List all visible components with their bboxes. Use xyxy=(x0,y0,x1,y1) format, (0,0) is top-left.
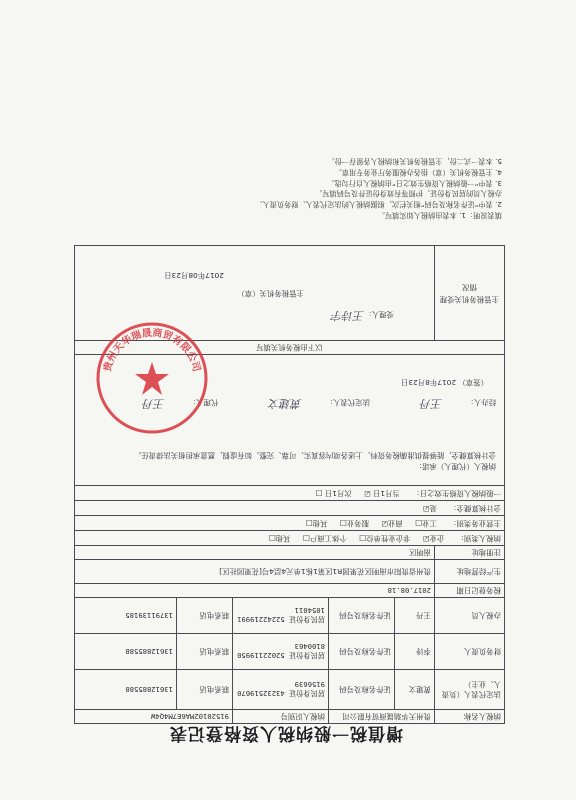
tax-section-header: 以下由税务机关填写 xyxy=(74,341,504,355)
tax-agent-phone-label: 联系电话 xyxy=(176,598,232,634)
business-type-option: 服务业□ xyxy=(339,518,369,528)
note-line: 5. 本表一式二份，主管税务机关和纳税人各留存一份。 xyxy=(327,157,502,167)
effective-date-cell xyxy=(74,486,504,501)
business-type-option: 其他□ xyxy=(305,518,328,528)
proxy-label: 代理人： xyxy=(188,398,219,408)
taxpayer-type-option: 其他□ xyxy=(268,533,291,543)
business-type-option: 商业☑ xyxy=(381,518,403,528)
agent-signature: 王丹 xyxy=(420,397,443,411)
stamp-label: （签章） xyxy=(458,377,488,387)
business-type-label: 主营业务类别： xyxy=(449,518,501,528)
filling-notes xyxy=(72,155,502,220)
proxy-signature: 王丹 xyxy=(142,397,165,411)
registration-table xyxy=(74,245,505,724)
form-title: 增值税一般纳税人资格登记表 xyxy=(169,723,403,743)
tax-agent-id-type-label: 证件名称及号码 xyxy=(328,598,394,634)
taxpayer-type-option: 个体工商户□ xyxy=(302,533,347,543)
row-taxpayer-name xyxy=(74,710,504,724)
legal-sign-label: 法定代表人： xyxy=(325,398,371,408)
legal-rep-phone-label: 联系电话 xyxy=(176,670,232,710)
business-address-label: 生产经营地址 xyxy=(435,560,505,584)
legal-rep-label: 法定代表人（负责人、业主） xyxy=(435,670,505,710)
receiver-signature: 王诗宇 xyxy=(331,309,365,322)
tax-office-date: 2017年08月23日 xyxy=(164,271,224,280)
accounting-value: 是☑ xyxy=(422,503,437,513)
note-line: 4. 主管税务机关（章）指各办税服务厅业务专用章。 xyxy=(334,167,502,177)
finance-head-name: 李诗 xyxy=(395,634,435,670)
row-business-type xyxy=(74,516,504,531)
taxpayer-type-label: 纳税人类别： xyxy=(456,533,501,543)
declaration-text: 会计核算健全，能够提供准确税务资料，上述各项内容真实、可靠、完整。如有虚假，愿意承担相关法律责任。 xyxy=(133,450,496,460)
tax-id-label: 纳税人识别号 xyxy=(232,710,328,724)
agent-sign xyxy=(396,397,496,411)
row-finance-head xyxy=(74,634,504,670)
registered-address-value: 南明区 xyxy=(74,546,434,560)
receiver-label: 受理人： xyxy=(364,310,394,319)
registration-date-value: 2017.08.18 xyxy=(74,584,434,598)
accounting-cell xyxy=(74,501,504,516)
legal-rep-id-value: 居民身份证 432325196709156639 xyxy=(232,670,328,710)
tax-agent-phone: 13791139185 xyxy=(74,598,176,634)
seal-star-icon xyxy=(135,362,169,395)
row-taxpayer-type xyxy=(74,531,504,546)
company-seal xyxy=(92,318,212,438)
accounting-label: 会计核算健全： xyxy=(449,503,501,513)
effective-date-option: 当月1日 ☑ xyxy=(364,488,400,498)
legal-signature: 黄建文 xyxy=(268,397,302,411)
legal-sign xyxy=(245,397,371,411)
effective-date-label: 一般纳税人资格生效之日： xyxy=(412,488,501,498)
finance-id-type-label: 证件名称及号码 xyxy=(328,634,394,670)
taxpayer-type-option: 非企业性单位□ xyxy=(359,533,411,543)
note-line: 办税人员的居民身份证、护照等有效身份证件及号码填写。 xyxy=(315,189,502,199)
taxpayer-name-value: 贵州天华瑞晟商贸有限公司 xyxy=(328,710,434,724)
seal-text: 贵州天华瑞晟商贸有限公司 xyxy=(102,327,202,373)
legal-rep-id-type-label: 证件名称及号码 xyxy=(328,670,394,710)
finance-phone: 13612885588 xyxy=(74,634,176,670)
note-line: 2. 表中“证件名称及号码”相关栏次，根据纳税人的法定代表人、财务负责人、 xyxy=(255,200,502,210)
tax-office-stamp-label: 主管税务机关（章） xyxy=(237,289,304,298)
taxpayer-name-label: 纳税人名称 xyxy=(435,710,505,724)
row-registered-address xyxy=(74,546,504,560)
tax-agent-id-value: 居民身份证 522422199911054011 xyxy=(232,598,328,634)
finance-phone-label: 联系电话 xyxy=(176,634,232,670)
tax-acceptance-label: 主管税务机关受理情况 xyxy=(435,246,505,341)
row-legal-rep xyxy=(74,670,504,710)
business-type-cell xyxy=(74,516,504,531)
legal-rep-name: 黄建文 xyxy=(395,670,435,710)
effective-date-option: 次月1日 □ xyxy=(315,488,352,498)
registered-address-label: 注册地址 xyxy=(435,546,505,560)
taxpayer-type-cell xyxy=(74,531,504,546)
tax-id-value: 91520102MA6E7M4Q4W xyxy=(74,710,232,724)
row-tax-agent xyxy=(74,598,504,634)
business-type-option: 工业□ xyxy=(415,518,437,528)
row-business-address xyxy=(74,560,504,584)
registration-date-label: 税务登记日期 xyxy=(435,584,505,598)
receiver-line xyxy=(331,308,394,322)
finance-id-value: 居民身份证 520221199508100463 xyxy=(232,634,328,670)
taxpayer-type-option: 企业☑ xyxy=(422,533,445,543)
legal-rep-phone: 13612885588 xyxy=(74,670,176,710)
declaration-heading: 纳税人（代理人）承诺： xyxy=(414,462,496,471)
finance-head-label: 财务负责人 xyxy=(435,634,505,670)
stamp-date: 2017年8月23日 xyxy=(400,377,457,387)
note-line: 填表说明：1. 本表由纳税人如实填写。 xyxy=(377,211,502,220)
row-accounting xyxy=(74,501,504,516)
row-effective-date xyxy=(74,486,504,501)
row-registration-date xyxy=(74,584,504,598)
tax-agent-label: 办税人员 xyxy=(435,598,505,634)
tax-agent-name: 王丹 xyxy=(395,598,435,634)
agent-label: 经办人： xyxy=(466,398,496,408)
note-line: 3. 表中“一般纳税人资格生效之日”由纳税人自行勾选。 xyxy=(327,178,502,188)
business-address-value: 贵州省贵阳市南明区花果园R1区第1栋1单元4层4号[花果园社区] xyxy=(74,560,434,584)
